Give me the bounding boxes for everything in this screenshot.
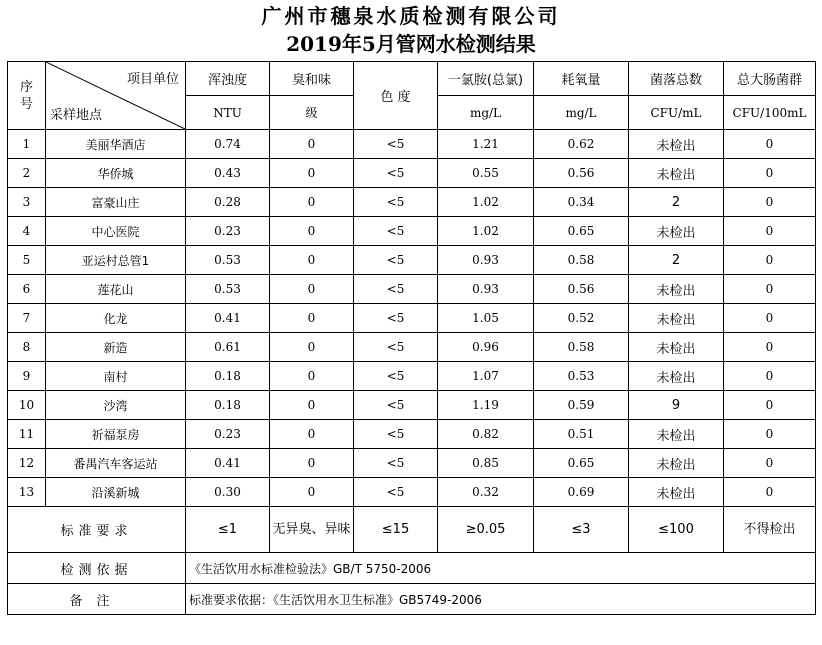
row-number: 8 [8, 333, 46, 362]
color-value: <5 [354, 391, 438, 420]
chloramine-value: 1.19 [438, 391, 534, 420]
standard-turbidity: ≤1 [186, 507, 270, 553]
table-row [8, 391, 816, 420]
color-value: <5 [354, 362, 438, 391]
oxygen-value: 0.59 [534, 391, 629, 420]
turbidity-value: 0.18 [186, 391, 270, 420]
odor-value: 0 [270, 275, 354, 304]
oxygen-value: 0.69 [534, 478, 629, 507]
basis-row [8, 553, 816, 584]
turbidity-value: 0.61 [186, 333, 270, 362]
color-value: <5 [354, 188, 438, 217]
oxygen-value: 0.56 [534, 159, 629, 188]
turbidity-value: 0.74 [186, 130, 270, 159]
turbidity-value: 0.30 [186, 478, 270, 507]
chloramine-value: 0.55 [438, 159, 534, 188]
coliform-value: 0 [724, 362, 816, 391]
coliform-value: 0 [724, 130, 816, 159]
sampling-site: 亚运村总管1 [46, 246, 186, 275]
coliform-value: 0 [724, 246, 816, 275]
table-row [8, 304, 816, 333]
chloramine-value: 1.07 [438, 362, 534, 391]
color-value: <5 [354, 159, 438, 188]
param-header-color: 色 度 [354, 62, 438, 130]
colony-value: 未检出 [629, 217, 724, 246]
turbidity-value: 0.53 [186, 246, 270, 275]
table-row [8, 478, 816, 507]
oxygen-value: 0.65 [534, 217, 629, 246]
row-number: 7 [8, 304, 46, 333]
oxygen-value: 0.52 [534, 304, 629, 333]
row-number: 6 [8, 275, 46, 304]
colony-value: 未检出 [629, 420, 724, 449]
row-number: 11 [8, 420, 46, 449]
basis-label: 检测依据 [8, 553, 186, 584]
turbidity-value: 0.18 [186, 362, 270, 391]
sampling-site: 沿溪新城 [46, 478, 186, 507]
odor-value: 0 [270, 217, 354, 246]
sampling-site: 美丽华酒店 [46, 130, 186, 159]
standard-color: ≤15 [354, 507, 438, 553]
oxygen-value: 0.58 [534, 246, 629, 275]
oxygen-value: 0.34 [534, 188, 629, 217]
odor-value: 0 [270, 304, 354, 333]
sampling-site: 富豪山庄 [46, 188, 186, 217]
odor-value: 0 [270, 420, 354, 449]
standard-odor: 无异臭、异味 [270, 507, 354, 553]
unit-coliform: CFU/100mL [724, 96, 816, 130]
turbidity-value: 0.41 [186, 449, 270, 478]
basis-text: 《生活饮用水标准检验法》GB/T 5750-2006 [186, 553, 816, 584]
table-row [8, 362, 816, 391]
header-row-names [8, 62, 816, 96]
standard-coliform: 不得检出 [724, 507, 816, 553]
chloramine-value: 0.32 [438, 478, 534, 507]
sampling-site: 中心医院 [46, 217, 186, 246]
remark-label: 备注 [8, 584, 186, 615]
color-value: <5 [354, 478, 438, 507]
row-number: 10 [8, 391, 46, 420]
color-value: <5 [354, 217, 438, 246]
chloramine-value: 0.82 [438, 420, 534, 449]
param-header-oxygen: 耗氧量 [534, 62, 629, 96]
chloramine-value: 1.02 [438, 217, 534, 246]
colony-value: 未检出 [629, 478, 724, 507]
oxygen-value: 0.58 [534, 333, 629, 362]
row-number: 5 [8, 246, 46, 275]
seq-header [8, 62, 46, 130]
chloramine-value: 1.05 [438, 304, 534, 333]
standard-label: 标准要求 [8, 507, 186, 553]
oxygen-value: 0.53 [534, 362, 629, 391]
color-value: <5 [354, 420, 438, 449]
odor-value: 0 [270, 130, 354, 159]
unit-turbidity: NTU [186, 96, 270, 130]
chloramine-value: 0.93 [438, 275, 534, 304]
sampling-site-label: 采样地点 [50, 108, 103, 123]
sampling-site: 南村 [46, 362, 186, 391]
colony-value: 2 [629, 188, 724, 217]
color-value: <5 [354, 304, 438, 333]
oxygen-value: 0.51 [534, 420, 629, 449]
turbidity-value: 0.23 [186, 217, 270, 246]
unit-oxygen: mg/L [534, 96, 629, 130]
odor-value: 0 [270, 449, 354, 478]
colony-value: 未检出 [629, 130, 724, 159]
odor-value: 0 [270, 333, 354, 362]
param-header-colony: 菌落总数 [629, 62, 724, 96]
standard-chloramine: ≥0.05 [438, 507, 534, 553]
standard-colony: ≤100 [629, 507, 724, 553]
chloramine-value: 0.96 [438, 333, 534, 362]
param-header-chloramine: 一氯胺(总氯) [438, 62, 534, 96]
table-row [8, 275, 816, 304]
diagonal-header-cell [46, 62, 186, 130]
unit-odor: 级 [270, 96, 354, 130]
color-value: <5 [354, 130, 438, 159]
sampling-site: 新造 [46, 333, 186, 362]
odor-value: 0 [270, 362, 354, 391]
table-row [8, 217, 816, 246]
table-row [8, 159, 816, 188]
oxygen-value: 0.62 [534, 130, 629, 159]
coliform-value: 0 [724, 449, 816, 478]
coliform-value: 0 [724, 217, 816, 246]
results-table [7, 61, 816, 615]
sampling-site: 华侨城 [46, 159, 186, 188]
coliform-value: 0 [724, 333, 816, 362]
colony-value: 2 [629, 246, 724, 275]
row-number: 12 [8, 449, 46, 478]
param-header-turbidity: 浑浊度 [186, 62, 270, 96]
color-value: <5 [354, 246, 438, 275]
turbidity-value: 0.43 [186, 159, 270, 188]
turbidity-value: 0.28 [186, 188, 270, 217]
chloramine-value: 1.21 [438, 130, 534, 159]
chloramine-value: 1.02 [438, 188, 534, 217]
report-header [0, 2, 822, 58]
coliform-value: 0 [724, 159, 816, 188]
turbidity-value: 0.23 [186, 420, 270, 449]
coliform-value: 0 [724, 188, 816, 217]
odor-value: 0 [270, 188, 354, 217]
table-row [8, 188, 816, 217]
table-row [8, 130, 816, 159]
color-value: <5 [354, 449, 438, 478]
odor-value: 0 [270, 159, 354, 188]
remark-text: 标准要求依据：《生活饮用水卫生标准》GB5749-2006 [186, 584, 816, 615]
param-header-coliform: 总大肠菌群 [724, 62, 816, 96]
coliform-value: 0 [724, 478, 816, 507]
row-number: 4 [8, 217, 46, 246]
row-number: 13 [8, 478, 46, 507]
coliform-value: 0 [724, 420, 816, 449]
standard-oxygen: ≤3 [534, 507, 629, 553]
sampling-site: 祈福泵房 [46, 420, 186, 449]
row-number: 2 [8, 159, 46, 188]
colony-value: 未检出 [629, 159, 724, 188]
sampling-site: 沙湾 [46, 391, 186, 420]
colony-value: 9 [629, 391, 724, 420]
seq-header-label: 序号 [19, 79, 33, 112]
odor-value: 0 [270, 246, 354, 275]
colony-value: 未检出 [629, 362, 724, 391]
sampling-site: 化龙 [46, 304, 186, 333]
unit-chloramine: mg/L [438, 96, 534, 130]
colony-value: 未检出 [629, 304, 724, 333]
oxygen-value: 0.56 [534, 275, 629, 304]
chloramine-value: 0.93 [438, 246, 534, 275]
colony-value: 未检出 [629, 333, 724, 362]
row-number: 1 [8, 130, 46, 159]
unit-colony: CFU/mL [629, 96, 724, 130]
sampling-site: 莲花山 [46, 275, 186, 304]
odor-value: 0 [270, 478, 354, 507]
report-title: 2019年5月管网水检测结果 [286, 32, 536, 56]
company-title: 广州市穗泉水质检测有限公司 [261, 4, 561, 28]
turbidity-value: 0.53 [186, 275, 270, 304]
table-row [8, 246, 816, 275]
table-row [8, 333, 816, 362]
color-value: <5 [354, 333, 438, 362]
table-row [8, 449, 816, 478]
param-header-odor: 臭和味 [270, 62, 354, 96]
remark-row [8, 584, 816, 615]
coliform-value: 0 [724, 304, 816, 333]
row-number: 3 [8, 188, 46, 217]
colony-value: 未检出 [629, 449, 724, 478]
chloramine-value: 0.85 [438, 449, 534, 478]
turbidity-value: 0.41 [186, 304, 270, 333]
row-number: 9 [8, 362, 46, 391]
odor-value: 0 [270, 391, 354, 420]
item-unit-label: 项目单位 [126, 72, 179, 87]
coliform-value: 0 [724, 391, 816, 420]
table-row [8, 420, 816, 449]
colony-value: 未检出 [629, 275, 724, 304]
standard-row [8, 507, 816, 553]
oxygen-value: 0.65 [534, 449, 629, 478]
color-value: <5 [354, 275, 438, 304]
coliform-value: 0 [724, 275, 816, 304]
sampling-site: 番禺汽车客运站 [46, 449, 186, 478]
